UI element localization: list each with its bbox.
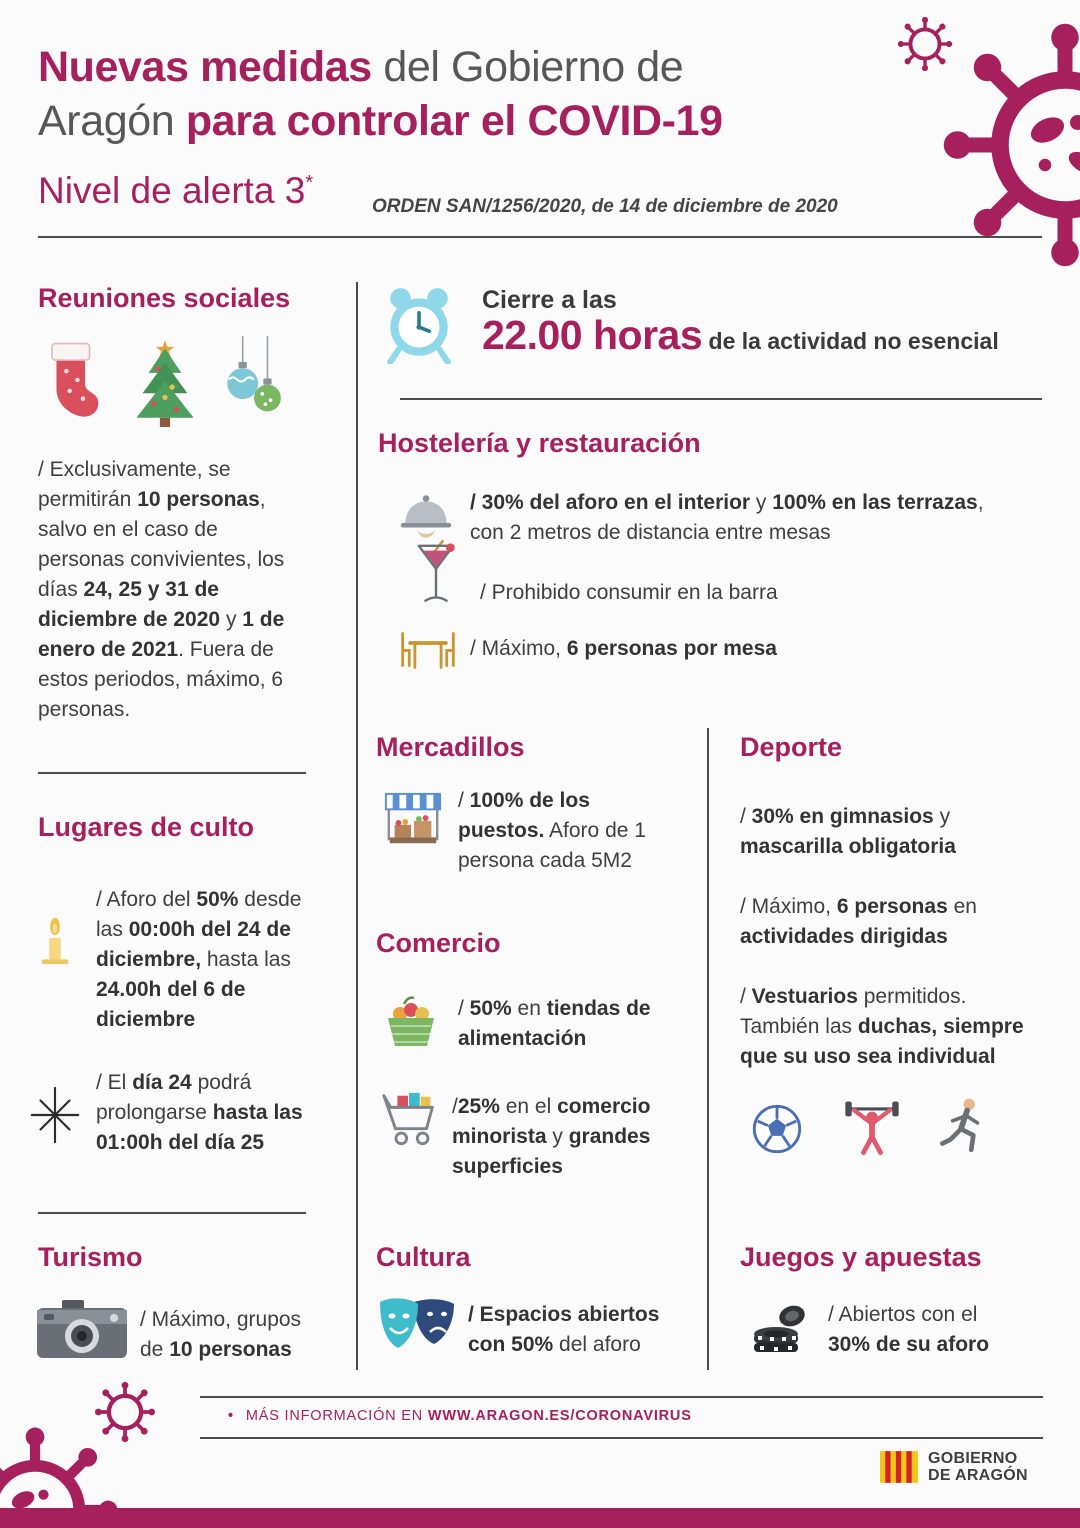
section-title-deporte: Deporte <box>740 732 843 762</box>
more-info-link[interactable]: WWW.ARAGON.ES/CORONAVIRUS <box>427 1408 692 1424</box>
section-title-cultura: Cultura <box>376 1242 471 1272</box>
section-title-comercio: Comercio <box>376 928 501 958</box>
baubles-icon <box>220 336 286 425</box>
closure-divider <box>400 398 1042 400</box>
section-title-reuniones: Reuniones sociales <box>38 283 291 313</box>
reuniones-text: / Exclusivamente, se permitirán 10 personas, salvo en el caso de personas convivientes, los días 24, 25 y 31 de diciembre de 2020 y 1 de enero de 2021. Fuera de estos periodos, máximo, 6 personas. <box>38 458 285 721</box>
camera-icon <box>36 1298 128 1360</box>
footer-info-prefix: MÁS INFORMACIÓN EN <box>245 1408 428 1424</box>
footer-divider-top <box>200 1396 1043 1398</box>
market-stall-icon <box>382 790 444 850</box>
grocery-basket-icon <box>380 992 442 1050</box>
deporte-item-2: / Máximo, 6 personas en actividades dirigidas <box>740 895 977 948</box>
virus-icon-small-bottom <box>94 1381 156 1443</box>
gobierno-aragon-logo <box>880 1450 1028 1484</box>
soccer-ball-icon <box>752 1104 802 1154</box>
alert-level <box>38 170 313 212</box>
culto-item-2: / El día 24 podrá prolongarse hasta las 01:00h del día 25 <box>96 1071 303 1154</box>
alert-asterisk: * <box>305 172 314 194</box>
deporte-item-1: / 30% en gimnasios y mascarilla obligatoria <box>740 805 956 858</box>
theater-masks-icon <box>378 1296 456 1356</box>
section-title-culto: Lugares de culto <box>38 812 255 842</box>
star-sparkle-icon <box>26 1086 84 1144</box>
comercio-item-1: / 50% en tiendas de alimentación <box>458 997 651 1050</box>
christmas-stocking-icon <box>42 338 104 424</box>
candle-icon <box>28 915 82 969</box>
logo-text <box>928 1450 1028 1484</box>
serving-cloche-icon <box>398 489 454 538</box>
footer-info <box>228 1408 692 1424</box>
section-title-hosteleria: Hostelería y restauración <box>378 428 701 458</box>
section-title-juegos: Juegos y apuestas <box>740 1242 982 1272</box>
runner-icon <box>938 1096 988 1158</box>
title-accent-1: Nuevas medidas <box>38 43 372 91</box>
logo-line-2: DE ARAGÓN <box>928 1467 1028 1484</box>
page-title <box>38 40 898 148</box>
culto-item-1: / Aforo del 50% desde las 00:00h del 24 de diciembre, hasta las 24.00h del 6 de diciembre <box>96 888 302 1031</box>
footer-bullet: • <box>228 1408 234 1424</box>
section-title-mercadillos: Mercadillos <box>376 732 525 762</box>
cultura-text: / Espacios abiertos con 50% del aforo <box>468 1303 660 1356</box>
shopping-cart-icon <box>378 1088 444 1150</box>
virus-icon-large-top-right <box>940 20 1080 270</box>
weightlifter-icon <box>842 1094 902 1158</box>
alert-level-text: Nivel de alerta 3 <box>38 170 306 211</box>
hosteleria-item-3: / Máximo, 6 personas por mesa <box>470 637 777 660</box>
aragon-flag-icon <box>880 1451 918 1483</box>
order-reference: ORDEN SAN/1256/2020, de 14 de diciembre de 2020 <box>372 196 838 217</box>
hosteleria-item-2: / Prohibido consumir en la barra <box>480 581 778 604</box>
closure-suffix: de la actividad no esencial <box>702 328 999 354</box>
poker-chips-icon <box>746 1298 808 1354</box>
closure-line1: Cierre a las <box>482 286 617 314</box>
closure-line2 <box>482 312 1062 359</box>
title-dark-2: Aragón <box>38 97 186 145</box>
closure-time: 22.00 horas <box>482 312 703 358</box>
christmas-tree-icon <box>126 330 204 428</box>
section-divider <box>38 772 306 774</box>
comercio-item-2: /25% en el comercio minorista y grandes superficies <box>452 1095 651 1178</box>
bottom-accent-bar <box>0 1508 1080 1528</box>
alarm-clock-icon <box>378 282 460 364</box>
logo-line-1: GOBIERNO <box>928 1450 1018 1467</box>
hosteleria-item-1: / 30% del aforo en el interior y 100% en las terrazas, con 2 metros de distancia entre mesas <box>470 491 984 544</box>
title-accent-2: para controlar el COVID-19 <box>185 97 723 145</box>
mercadillos-text: / 100% de los puestos. Aforo de 1 persona cada 5M2 <box>458 789 646 872</box>
cocktail-icon <box>414 540 458 609</box>
deporte-item-3: / Vestuarios permitidos. También las duchas, siempre que su uso sea individual <box>740 985 1024 1068</box>
title-dark-1: del Gobierno de <box>371 43 684 91</box>
section-divider <box>38 1212 306 1214</box>
section-title-turismo: Turismo <box>38 1242 143 1272</box>
table-chairs-icon <box>398 626 458 673</box>
juegos-text: / Abiertos con el 30% de su aforo <box>828 1303 990 1356</box>
footer-divider-bottom <box>200 1437 1043 1439</box>
turismo-text: / Máximo, grupos de 10 personas <box>140 1308 302 1361</box>
column-divider-left <box>356 282 358 1370</box>
header-divider <box>38 236 1042 238</box>
